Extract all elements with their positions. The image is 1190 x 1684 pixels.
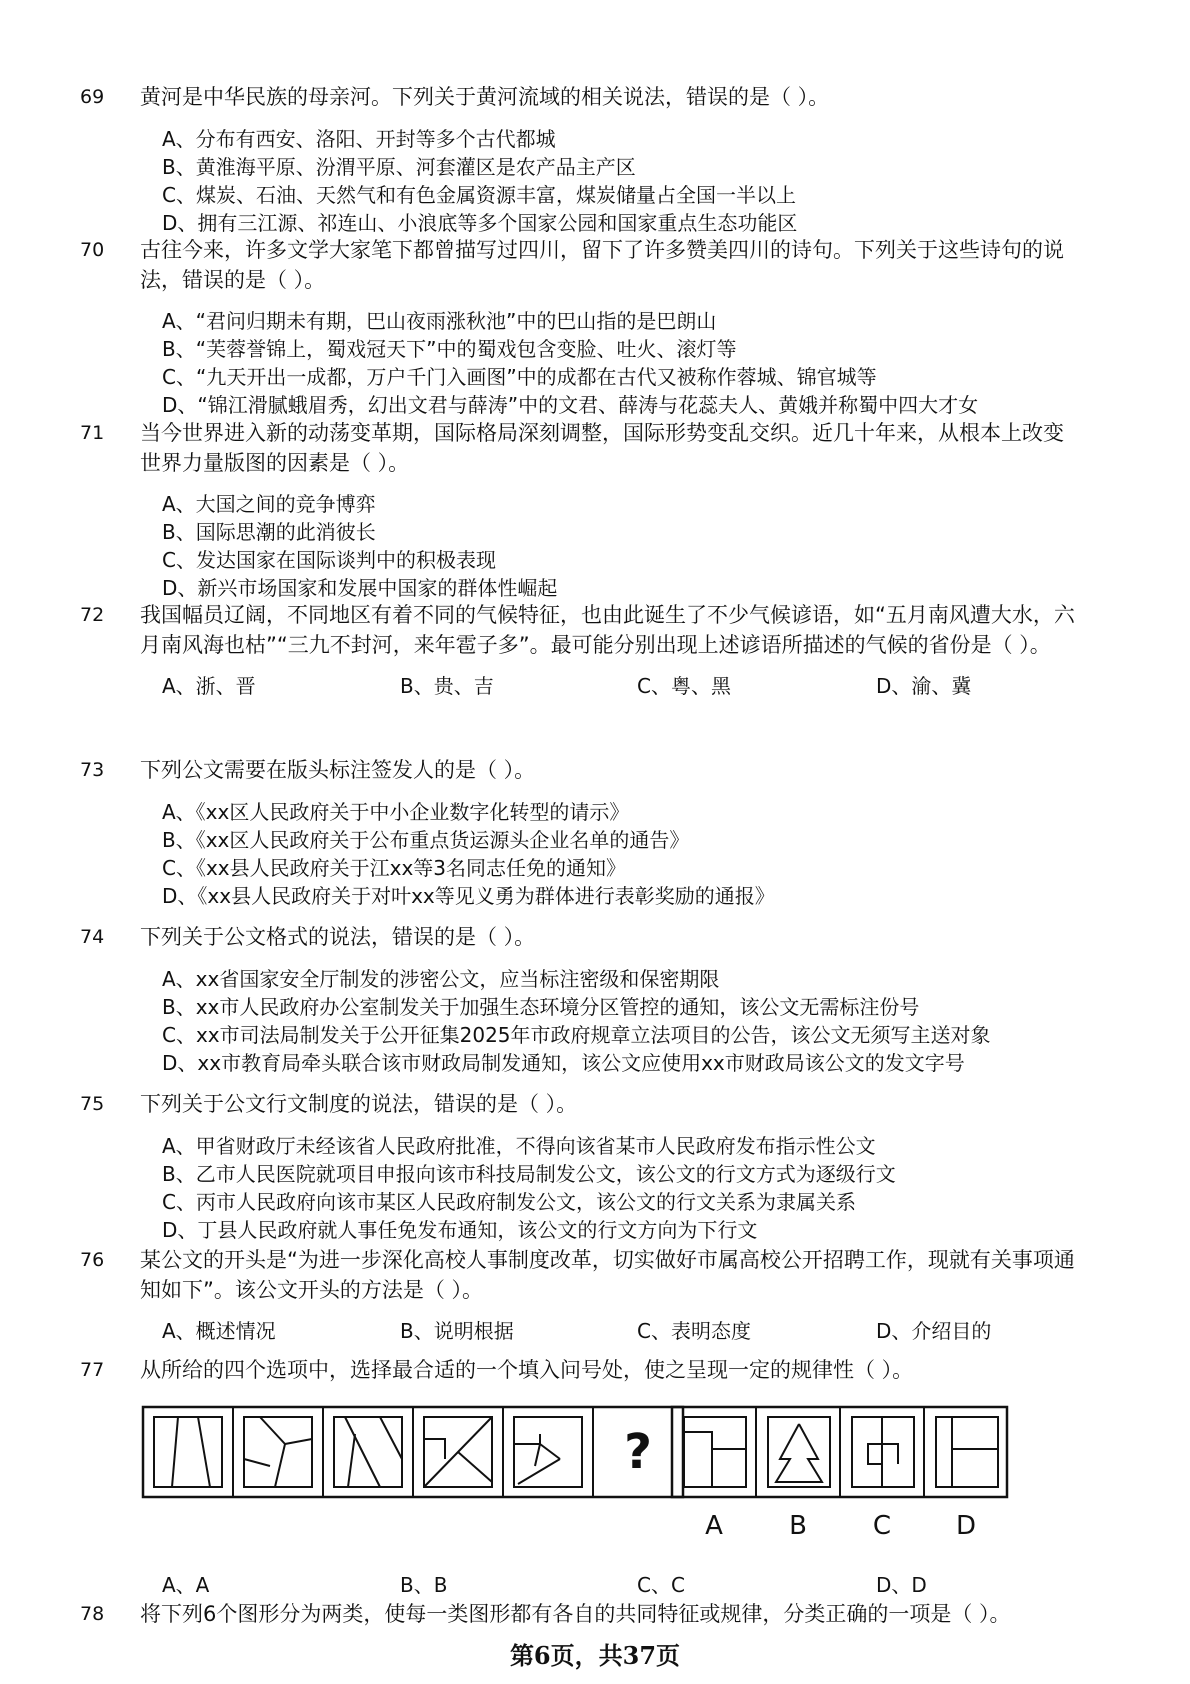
sequence-figure-3: [334, 1417, 402, 1487]
option-a: A、“君问归期未有期，巴山夜雨涨秋池”中的巴山指的是巴朗山: [162, 309, 717, 333]
choice-label-d: D: [955, 1511, 977, 1541]
option-b: B、说明根据: [400, 1319, 514, 1343]
option-c: C、煤炭、石油、天然气和有色金属资源丰富，煤炭储量占全国一半以上: [162, 183, 796, 207]
question-stem: 古往今来，许多文学大家笔下都曾描写过四川，留下了许多赞美四川的诗句。下列关于这些诗句的说法，错误的是（ ）。: [140, 238, 1064, 292]
choice-label-c: C: [872, 1511, 892, 1541]
question-number: 78: [80, 1603, 105, 1625]
sequence-figure-5: [514, 1417, 582, 1487]
question-stem: 下列公文需要在版头标注签发人的是（ ）。: [140, 758, 536, 782]
question-stem: 某公文的开头是“为进一步深化高校人事制度改革，切实做好市属高校公开招聘工作，现就有关事项通知如下”。该公文开头的方法是（ ）。: [140, 1248, 1075, 1302]
choice-figure-d: [936, 1417, 998, 1487]
question-stem: 我国幅员辽阔，不同地区有着不同的气候特征，也由此诞生了不少气候谚语，如“五月南风遭大水，六月南风海也枯”“三九不封河，来年雹子多”。最可能分别出现上述谚语所描述的气候的省份是（ ）。: [140, 603, 1075, 657]
choice-figure-b: [768, 1417, 830, 1487]
option-b: B、B: [400, 1573, 448, 1597]
option-c: C、C: [637, 1573, 685, 1597]
question-stem: 下列关于公文行文制度的说法，错误的是（ ）。: [140, 1092, 578, 1116]
option-a: A、A: [162, 1573, 210, 1597]
option-a: A、浙、晋: [162, 674, 256, 698]
option-a: A、大国之间的竞争博弈: [162, 492, 376, 516]
option-a: A、xx省国家安全厅制发的涉密公文，应当标注密级和保密期限: [162, 967, 720, 991]
sequence-figure-2: [244, 1417, 312, 1487]
figure-77: [140, 1404, 1095, 1554]
question-stem: 黄河是中华民族的母亲河。下列关于黄河流域的相关说法，错误的是（ ）。: [140, 85, 830, 109]
question-number: 75: [80, 1093, 105, 1115]
question-stem: 当今世界进入新的动荡变革期，国际格局深刻调整，国际形势变乱交织。近几十年来，从根本上改变世界力量版图的因素是（ ）。: [140, 421, 1064, 475]
option-d: D、丁县人民政府就人事任免发布通知，该公文的行文方向为下行文: [162, 1218, 758, 1242]
question-stem: 将下列6个图形分为两类，使每一类图形都有各自的共同特征或规律，分类正确的一项是（ ）。: [140, 1602, 1011, 1626]
question-number: 76: [80, 1249, 105, 1271]
option-c: C、丙市人民政府向该市某区人民政府制发公文，该公文的行文关系为隶属关系: [162, 1190, 856, 1214]
sequence-figure-4: [424, 1417, 492, 1487]
option-d: D、渝、冀: [876, 674, 972, 698]
question-stem: 从所给的四个选项中，选择最合适的一个填入问号处，使之呈现一定的规律性（ ）。: [140, 1358, 914, 1382]
option-d: D、新兴市场国家和发展中国家的群体性崛起: [162, 576, 558, 600]
question-number: 74: [80, 926, 105, 948]
option-c: C、“九天开出一成都，万户千门入画图”中的成都在古代又被称作蓉城、锦官城等: [162, 365, 877, 389]
option-b: B、国际思潮的此消彼长: [162, 520, 376, 544]
option-d: D、xx市教育局牵头联合该市财政局制发通知，该公文应使用xx市财政局该公文的发文字号: [162, 1051, 965, 1075]
question-stem: 下列关于公文格式的说法，错误的是（ ）。: [140, 925, 536, 949]
option-d: D、介绍目的: [876, 1319, 992, 1343]
option-b: B、黄淮海平原、汾渭平原、河套灌区是农产品主产区: [162, 155, 636, 179]
option-a: A、《xx区人民政府关于中小企业数字化转型的请示》: [162, 800, 630, 824]
option-b: B、《xx区人民政府关于公布重点货运源头企业名单的通告》: [162, 828, 690, 852]
option-b: B、乙市人民医院就项目申报向该市科技局制发公文，该公文的行文方式为逐级行文: [162, 1162, 896, 1186]
option-b: B、贵、吉: [400, 674, 494, 698]
option-d: D、拥有三江源、祁连山、小浪底等多个国家公园和国家重点生态功能区: [162, 211, 798, 235]
choice-label-a: A: [705, 1511, 723, 1541]
option-d: D、《xx县人民政府关于对叶xx等见义勇为群体进行表彰奖励的通报》: [162, 884, 775, 908]
option-c: C、《xx县人民政府关于江xx等3名同志任免的通知》: [162, 856, 627, 880]
page-footer: 第6页，共37页: [509, 1641, 681, 1670]
question-number: 72: [80, 604, 105, 626]
question-number: 69: [80, 86, 105, 108]
choice-figure-a: [684, 1417, 746, 1487]
question-number: 70: [80, 239, 105, 261]
question-number: 73: [80, 759, 105, 781]
choice-label-b: B: [789, 1511, 807, 1541]
sequence-figure-1: [154, 1417, 222, 1487]
choice-figure-c: [852, 1417, 914, 1487]
question-mark: ?: [624, 1424, 652, 1480]
question-number: 71: [80, 422, 105, 444]
option-a: A、分布有西安、洛阳、开封等多个古代都城: [162, 127, 556, 151]
option-b: B、xx市人民政府办公室制发关于加强生态环境分区管控的通知，该公文无需标注份号: [162, 995, 920, 1019]
sequence-strip: [143, 1407, 683, 1497]
option-c: C、表明态度: [637, 1319, 751, 1343]
option-c: C、xx市司法局制发关于公开征集2025年市政府规章立法项目的公告，该公文无须写主送对象: [162, 1023, 991, 1047]
option-d: D、“锦江滑腻蛾眉秀，幻出文君与薛涛”中的文君、薛涛与花蕊夫人、黄娥并称蜀中四大才女: [162, 393, 979, 417]
option-b: B、“芙蓉誉锦上，蜀戏冠天下”中的蜀戏包含变脸、吐火、滚灯等: [162, 337, 737, 361]
option-d: D、D: [876, 1573, 927, 1597]
option-c: C、粤、黑: [637, 674, 731, 698]
question-number: 77: [80, 1359, 105, 1381]
option-c: C、发达国家在国际谈判中的积极表现: [162, 548, 496, 572]
option-a: A、甲省财政厅未经该省人民政府批准，不得向该省某市人民政府发布指示性公文: [162, 1134, 876, 1158]
option-a: A、概述情况: [162, 1319, 276, 1343]
